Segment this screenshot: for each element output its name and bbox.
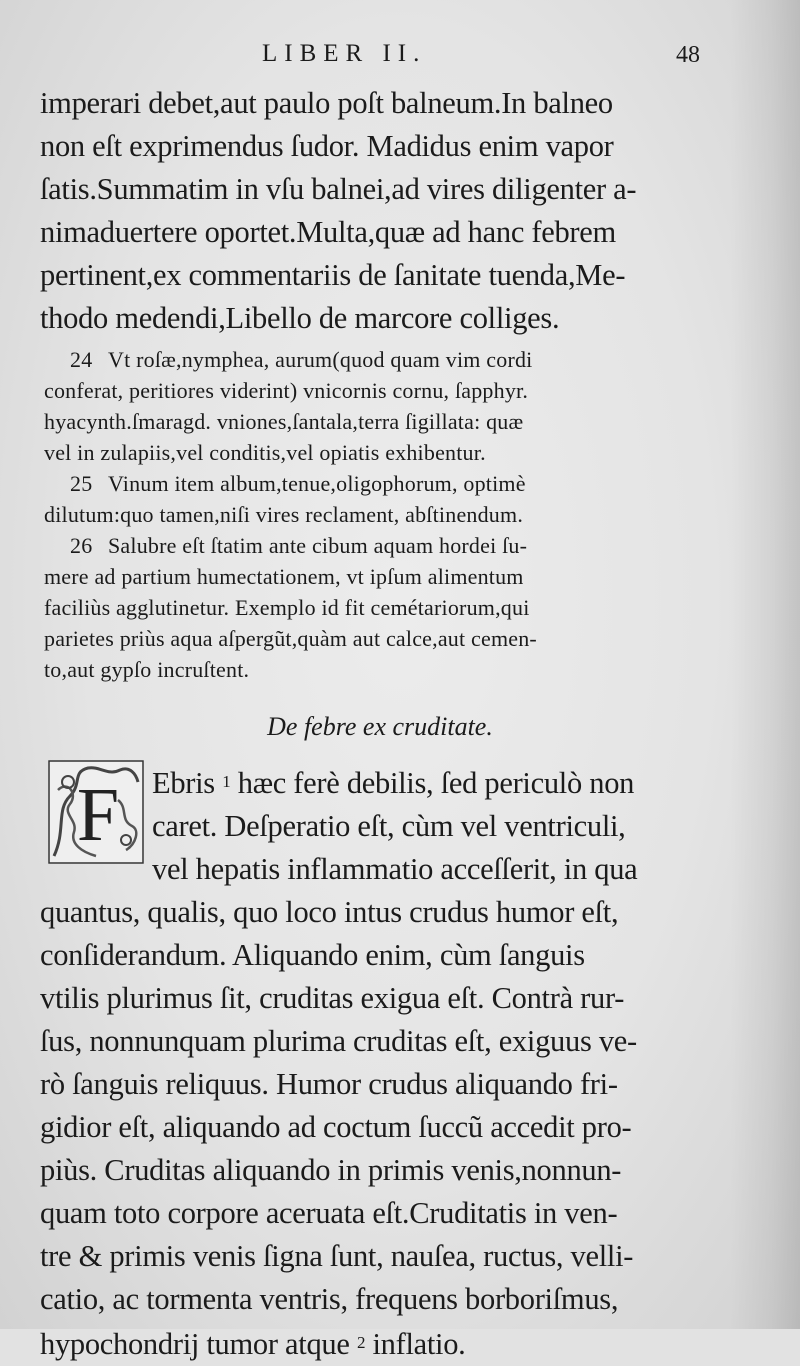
note-text: Salubre eſt ſtatim ante cibum aquam hordei ſu- [108,533,528,558]
continuation-paragraph [40,82,702,340]
note-26 [44,530,694,685]
note-line: vel in zulapiis,vel conditis,vel opiatis exhibentur. [44,440,486,465]
footnote-ref: 2 [356,1333,366,1352]
note-line: faciliùs agglutinetur. Exemplo id fit cemétariorum,qui [44,595,530,620]
initial-letter: F [76,773,120,857]
text-line [40,760,702,805]
text-line: imperari debet,aut paulo poſt balneum.In balneo [40,86,613,120]
text-line: ſus, nonnunquam plurima cruditas eſt, exiguus ve- [40,1024,637,1058]
text-line: piùs. Cruditas aliquando in primis venis,nonnun- [40,1153,622,1187]
text-segment: hæc ferè debilis, ſed periculò non [237,766,635,800]
text-line: vel hepatis inflammatio acceſſerit, in qua [152,852,638,886]
text-line: vtilis plurimus ſit, cruditas exigua eſt. Contrà rur- [40,981,625,1015]
note-line: parietes priùs aqua aſpergũt,quàm aut calce,aut cemen- [44,626,537,651]
text-line: gidior eſt, aliquando ad coctum ſuccũ accedit pro- [40,1110,632,1144]
note-line [44,344,694,375]
note-line: mere ad partium humectationem, vt ipſum alimentum [44,564,524,589]
note-line: hyacynth.ſmaragd. vniones,ſantala,terra ſigillata: quæ [44,409,524,434]
note-25 [44,468,694,530]
text-line: quantus, qualis, quo loco intus crudus humor eſt, [40,895,619,929]
note-line [44,530,694,561]
page-number: 48 [676,42,700,68]
text-line: ſatis.Summatim in vſu balnei,ad vires diligenter a- [40,172,637,206]
page-header [40,40,700,76]
chapter-paragraph [40,760,702,1366]
note-number: 25 [70,471,93,496]
text-line: rò ſanguis reliquus. Humor crudus aliquando fri- [40,1067,618,1101]
footnote-ref: 1 [222,772,231,791]
text-line: conſiderandum. Aliquando enim, cùm ſanguis [40,938,585,972]
text-line: pertinent,ex commentariis de ſanitate tuenda,Me- [40,258,626,292]
notes-block [44,344,694,685]
text-segment: hypochondrij tumor atque [40,1327,350,1361]
running-head: LIBER II. [262,40,427,67]
note-line [44,468,694,499]
text-segment: inflatio. [372,1327,466,1361]
note-text: Vt roſæ,nymphea, aurum(quod quam vim cordi [108,347,533,372]
text-line [40,1321,702,1366]
text-line: thodo medendi,Libello de marcore colliges. [40,301,560,335]
note-line: conferat, peritiores viderint) vnicornis cornu, ſapphyr. [44,378,529,403]
note-24 [44,344,694,468]
note-line: to,aut gypſo incruſtent. [44,657,250,682]
text-line: non eſt exprimendus ſudor. Madidus enim vapor [40,129,614,163]
text-line: caret. Deſperatio eſt, cùm vel ventriculi, [152,809,626,843]
text-line: quam toto corpore aceruata eſt.Cruditatis in ven- [40,1196,618,1230]
note-line: dilutum:quo tamen,niſi vires reclament, abſtinendum. [44,502,524,527]
note-number: 24 [70,347,93,372]
text-line: nimaduertere oportet.Multa,quæ ad hanc febrem [40,215,616,249]
section-heading: De febre ex cruditate. [267,712,493,741]
note-number: 26 [70,533,93,558]
text-line: catio, ac tormenta ventris, frequens borboriſmus, [40,1282,619,1316]
note-text: Vinum item album,tenue,oligophorum, optimè [108,471,526,496]
first-word: Ebris [152,766,215,800]
text-line: tre & primis venis ſigna ſunt, nauſea, ructus, velli- [40,1239,634,1273]
page-edge-shadow [730,0,800,1329]
